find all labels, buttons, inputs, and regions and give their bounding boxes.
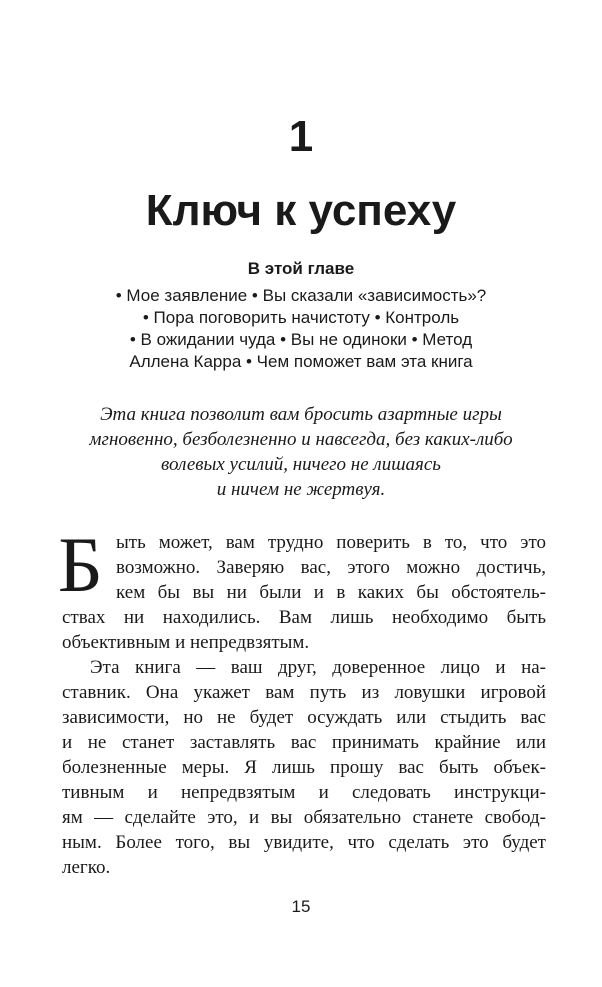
- drop-cap-letter: Б: [58, 521, 103, 608]
- body-line: и не станет заставлять вас принимать крайние или: [62, 732, 546, 753]
- contents-heading: В этой главе: [247, 259, 355, 278]
- chapter-title: Ключ к успеху: [145, 186, 457, 235]
- chapter-number: 1: [288, 112, 314, 161]
- epigraph-line: и ничем не жертвуя.: [216, 479, 386, 500]
- body-line: ставник. Она укажет вам путь из ловушки игровой: [62, 682, 546, 703]
- epigraph-line: мгновенно, безболезненно и навсегда, без каких-либо: [89, 429, 513, 450]
- body-line: ствах ни находились. Вам лишь необходимо быть: [62, 607, 546, 628]
- body-line: Эта книга — ваш друг, доверенное лицо и на-: [90, 657, 546, 678]
- contents-line: Аллена Карра • Чем поможет вам эта книга: [129, 352, 473, 371]
- contents-line: • В ожидании чуда • Вы не одиноки • Метод: [129, 330, 473, 349]
- body-line: ям — сделайте это, и вы обязательно станете свобод-: [62, 807, 546, 828]
- body-line: тивным и непредвзятым и следовать инструкци-: [62, 782, 546, 803]
- body-line: болезненные меры. Я лишь прошу вас быть объек-: [62, 757, 546, 778]
- body-line: легко.: [62, 857, 111, 878]
- epigraph-line: волевых усилий, ничего не лишаясь: [161, 454, 441, 475]
- body-line: возможно. Заверяю вас, этого можно достичь,: [116, 557, 546, 578]
- body-line: объективным и непредвзятым.: [62, 632, 310, 653]
- epigraph-line: Эта книга позволит вам бросить азартные игры: [100, 404, 502, 425]
- body-line: кем бы вы ни были и в каких бы обстоятель-: [116, 582, 546, 603]
- contents-line: • Пора поговорить начистоту • Контроль: [142, 308, 460, 327]
- body-line: ным. Более того, вы увидите, что сделать это будет: [62, 832, 546, 853]
- body-line: зависимости, но не будет осуждать или стыдить вас: [62, 707, 546, 728]
- page-number: 15: [291, 897, 311, 916]
- body-line: ыть может, вам трудно поверить в то, что это: [116, 532, 546, 553]
- contents-line: • Мое заявление • Вы сказали «зависимость»?: [115, 286, 487, 305]
